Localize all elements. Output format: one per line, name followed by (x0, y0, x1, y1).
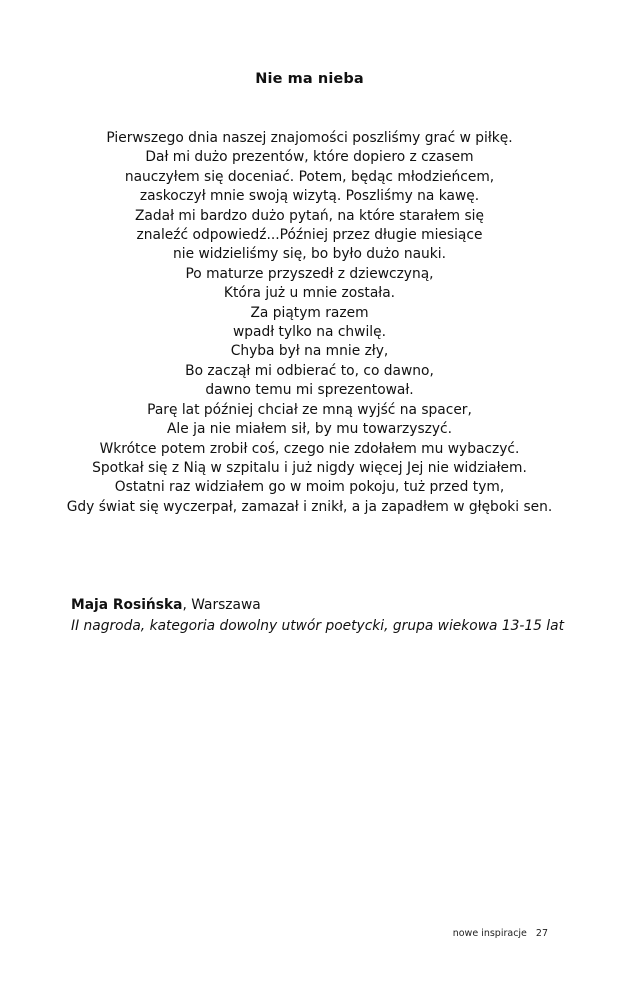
poem-line: zaskoczył mnie swoją wizytą. Poszliśmy na kawę. (139, 188, 480, 205)
poem-line: Pierwszego dnia naszej znajomości poszliśmy grać w piłkę. (106, 130, 513, 146)
page-number: 27 (535, 928, 548, 939)
poem-line: Wkrótce potem zrobił coś, czego nie zdołałem mu wybaczyć. (99, 440, 520, 457)
poem-line: wpadł tylko na chwilę. (232, 324, 387, 341)
poem-line: Dał mi dużo prezentów, które dopiero z czasem (145, 149, 474, 166)
poem-line: dawno temu mi sprezentował. (205, 382, 414, 399)
poem-line: Chyba był na mnie zły, (230, 343, 389, 360)
poem-line: nauczyłem się doceniać. Potem, będąc młodzieńcem, (124, 168, 495, 185)
poem-line: Za piątym razem (250, 304, 369, 321)
poem-line: Spotkał się z Nią w szpitalu i już nigdy więcej Jej nie widziałem. (92, 459, 527, 476)
poem-title: Nie ma nieba (255, 71, 364, 87)
poem-line: Parę lat później chciał ze mną wyjść na spacer, (147, 401, 472, 418)
poem-line: znaleźć odpowiedź...Później przez długie miesiące (136, 227, 483, 244)
author-city: , Warszawa (182, 597, 261, 613)
author-credit (71, 595, 611, 637)
author-name: Maja Rosińska (71, 597, 183, 613)
author-line (71, 595, 611, 616)
poem-line: Gdy świat się wyczerpał, zamazał i znikł, a ja zapadłem w głęboki sen. (66, 498, 553, 515)
award-description: II nagroda, kategoria dowolny utwór poetycki, grupa wiekowa 13-15 lat (71, 618, 565, 634)
poem-line: Ale ja nie miałem sił, by mu towarzyszyć. (166, 421, 453, 438)
poem-line: Ostatni raz widziałem go w moim pokoju, tuż przed tym, (114, 479, 505, 496)
publication-name: nowe inspiracje (452, 928, 527, 939)
page-footer (453, 928, 548, 939)
poem-line: nie widzieliśmy się, bo było dużo nauki. (173, 246, 446, 263)
poem-line: Zadał mi bardzo dużo pytań, na które starałem się (134, 207, 485, 224)
poem-line: Bo zaczął mi odbierać to, co dawno, (185, 362, 434, 379)
poem-line: Która już u mnie została. (223, 285, 396, 302)
poem-line: Po maturze przyszedł z dziewczyną, (185, 265, 434, 282)
poem-body (0, 129, 619, 517)
